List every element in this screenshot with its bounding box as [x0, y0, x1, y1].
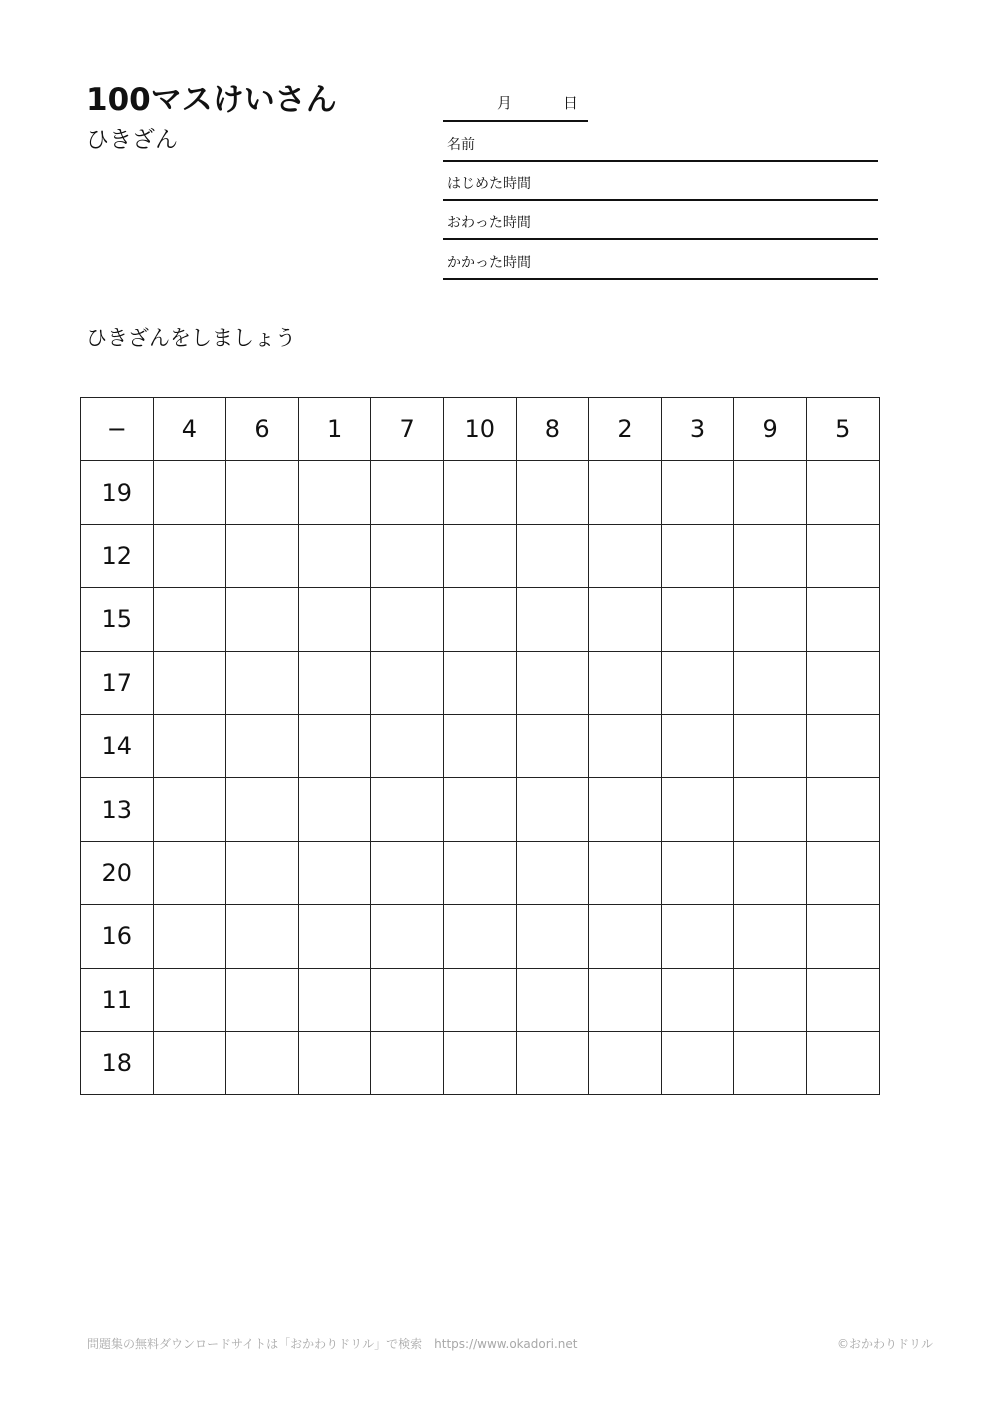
- page-title: 100マスけいさん: [86, 82, 337, 118]
- row-header-cell: 16: [81, 905, 154, 968]
- answer-cell[interactable]: [371, 651, 444, 714]
- answer-cell[interactable]: [806, 714, 879, 777]
- grid-row: [81, 588, 880, 651]
- answer-cell[interactable]: [734, 968, 807, 1031]
- row-header-cell: 20: [81, 841, 154, 904]
- date-field[interactable]: [443, 90, 588, 122]
- answer-cell[interactable]: [298, 524, 371, 587]
- answer-cell[interactable]: [298, 461, 371, 524]
- answer-cell[interactable]: [589, 1031, 662, 1094]
- answer-cell[interactable]: [153, 778, 226, 841]
- column-header-cell: 2: [589, 398, 662, 461]
- row-header-cell: 13: [81, 778, 154, 841]
- row-header-cell: 18: [81, 1031, 154, 1094]
- answer-cell[interactable]: [226, 461, 299, 524]
- row-header-cell: 19: [81, 461, 154, 524]
- answer-cell[interactable]: [516, 905, 589, 968]
- day-label: 日: [563, 94, 579, 112]
- answer-cell[interactable]: [371, 714, 444, 777]
- answer-cell[interactable]: [371, 841, 444, 904]
- grid-row: [81, 905, 880, 968]
- answer-cell[interactable]: [153, 461, 226, 524]
- grid-row: [81, 841, 880, 904]
- row-header-cell: 12: [81, 524, 154, 587]
- answer-cell[interactable]: [153, 968, 226, 1031]
- answer-cell[interactable]: [298, 905, 371, 968]
- answer-cell[interactable]: [298, 714, 371, 777]
- answer-cell[interactable]: [443, 524, 516, 587]
- answer-cell[interactable]: [806, 1031, 879, 1094]
- answer-cell[interactable]: [734, 588, 807, 651]
- answer-cell[interactable]: [734, 714, 807, 777]
- end-time-field[interactable]: [443, 200, 878, 240]
- elapsed-time-field[interactable]: [443, 240, 878, 280]
- answer-cell[interactable]: [806, 461, 879, 524]
- answer-cell[interactable]: [153, 651, 226, 714]
- answer-cell[interactable]: [589, 968, 662, 1031]
- answer-cell[interactable]: [516, 841, 589, 904]
- answer-cell[interactable]: [298, 651, 371, 714]
- answer-cell[interactable]: [661, 905, 734, 968]
- answer-cell[interactable]: [226, 524, 299, 587]
- column-header-cell: 7: [371, 398, 444, 461]
- answer-cell[interactable]: [734, 524, 807, 587]
- answer-cell[interactable]: [443, 714, 516, 777]
- answer-cell[interactable]: [153, 1031, 226, 1094]
- answer-cell[interactable]: [806, 968, 879, 1031]
- answer-cell[interactable]: [734, 778, 807, 841]
- answer-cell[interactable]: [516, 588, 589, 651]
- grid-row: [81, 778, 880, 841]
- answer-cell[interactable]: [371, 588, 444, 651]
- grid-row: [81, 524, 880, 587]
- answer-cell[interactable]: [589, 714, 662, 777]
- answer-cell[interactable]: [516, 968, 589, 1031]
- answer-cell[interactable]: [661, 651, 734, 714]
- page-subtitle: ひきざん: [86, 127, 178, 153]
- answer-cell[interactable]: [516, 1031, 589, 1094]
- start-time-field[interactable]: [443, 161, 878, 201]
- column-header-cell: 3: [661, 398, 734, 461]
- answer-cell[interactable]: [589, 841, 662, 904]
- answer-cell[interactable]: [589, 905, 662, 968]
- answer-cell[interactable]: [298, 1031, 371, 1094]
- answer-cell[interactable]: [443, 1031, 516, 1094]
- answer-cell[interactable]: [516, 651, 589, 714]
- answer-cell[interactable]: [589, 588, 662, 651]
- column-header-cell: 8: [516, 398, 589, 461]
- answer-cell[interactable]: [734, 841, 807, 904]
- answer-cell[interactable]: [443, 588, 516, 651]
- subtraction-grid: [80, 397, 880, 1095]
- operator-cell: −: [81, 398, 154, 461]
- answer-cell[interactable]: [443, 905, 516, 968]
- answer-cell[interactable]: [371, 461, 444, 524]
- answer-cell[interactable]: [806, 651, 879, 714]
- answer-cell[interactable]: [734, 461, 807, 524]
- answer-cell[interactable]: [153, 524, 226, 587]
- grid-header-row: [81, 398, 880, 461]
- answer-cell[interactable]: [443, 461, 516, 524]
- answer-cell[interactable]: [516, 778, 589, 841]
- answer-cell[interactable]: [298, 778, 371, 841]
- end-time-label: おわった時間: [447, 215, 531, 231]
- column-header-cell: 1: [298, 398, 371, 461]
- answer-cell[interactable]: [153, 905, 226, 968]
- answer-cell[interactable]: [661, 714, 734, 777]
- footer-site-note: 問題集の無料ダウンロードサイトは「おかわりドリル」で検索 https://www.okadori.net: [87, 1337, 578, 1351]
- answer-cell[interactable]: [153, 714, 226, 777]
- answer-cell[interactable]: [734, 651, 807, 714]
- answer-cell[interactable]: [589, 524, 662, 587]
- answer-cell[interactable]: [734, 1031, 807, 1094]
- answer-cell[interactable]: [806, 588, 879, 651]
- answer-cell[interactable]: [443, 778, 516, 841]
- answer-cell[interactable]: [226, 905, 299, 968]
- answer-cell[interactable]: [806, 905, 879, 968]
- answer-cell[interactable]: [589, 651, 662, 714]
- answer-cell[interactable]: [589, 778, 662, 841]
- answer-cell[interactable]: [153, 841, 226, 904]
- name-label: 名前: [447, 137, 475, 153]
- answer-cell[interactable]: [298, 588, 371, 651]
- column-header-cell: 5: [806, 398, 879, 461]
- answer-cell[interactable]: [226, 841, 299, 904]
- grid-row: [81, 1031, 880, 1094]
- answer-cell[interactable]: [443, 651, 516, 714]
- answer-cell[interactable]: [226, 968, 299, 1031]
- column-header-cell: 6: [226, 398, 299, 461]
- answer-cell[interactable]: [806, 524, 879, 587]
- answer-cell[interactable]: [226, 588, 299, 651]
- answer-cell[interactable]: [661, 461, 734, 524]
- answer-cell[interactable]: [371, 524, 444, 587]
- answer-cell[interactable]: [298, 968, 371, 1031]
- answer-cell[interactable]: [226, 1031, 299, 1094]
- answer-cell[interactable]: [153, 588, 226, 651]
- answer-cell[interactable]: [516, 714, 589, 777]
- answer-cell[interactable]: [806, 778, 879, 841]
- answer-cell[interactable]: [298, 841, 371, 904]
- row-header-cell: 15: [81, 588, 154, 651]
- column-header-cell: 10: [443, 398, 516, 461]
- row-header-cell: 17: [81, 651, 154, 714]
- answer-cell[interactable]: [371, 1031, 444, 1094]
- answer-cell[interactable]: [661, 841, 734, 904]
- name-field[interactable]: [443, 122, 878, 162]
- elapsed-time-label: かかった時間: [447, 255, 531, 271]
- grid-row: [81, 968, 880, 1031]
- answer-cell[interactable]: [371, 968, 444, 1031]
- answer-cell[interactable]: [661, 588, 734, 651]
- answer-cell[interactable]: [734, 905, 807, 968]
- answer-cell[interactable]: [806, 841, 879, 904]
- month-label: 月: [497, 94, 513, 112]
- answer-cell[interactable]: [226, 651, 299, 714]
- answer-cell[interactable]: [589, 461, 662, 524]
- row-header-cell: 11: [81, 968, 154, 1031]
- answer-cell[interactable]: [226, 714, 299, 777]
- footer-copyright: ©おかわりドリル: [837, 1337, 934, 1351]
- answer-cell[interactable]: [371, 778, 444, 841]
- row-header-cell: 14: [81, 714, 154, 777]
- answer-cell[interactable]: [226, 778, 299, 841]
- answer-cell[interactable]: [443, 968, 516, 1031]
- instruction-text: ひきざんをしましょう: [86, 326, 296, 350]
- answer-cell[interactable]: [661, 1031, 734, 1094]
- column-header-cell: 4: [153, 398, 226, 461]
- answer-cell[interactable]: [661, 968, 734, 1031]
- grid-row: [81, 461, 880, 524]
- column-header-cell: 9: [734, 398, 807, 461]
- answer-cell[interactable]: [661, 524, 734, 587]
- answer-cell[interactable]: [443, 841, 516, 904]
- answer-cell[interactable]: [371, 905, 444, 968]
- answer-cell[interactable]: [516, 461, 589, 524]
- grid-row: [81, 714, 880, 777]
- start-time-label: はじめた時間: [447, 176, 531, 192]
- answer-cell[interactable]: [516, 524, 589, 587]
- answer-cell[interactable]: [661, 778, 734, 841]
- grid-row: [81, 651, 880, 714]
